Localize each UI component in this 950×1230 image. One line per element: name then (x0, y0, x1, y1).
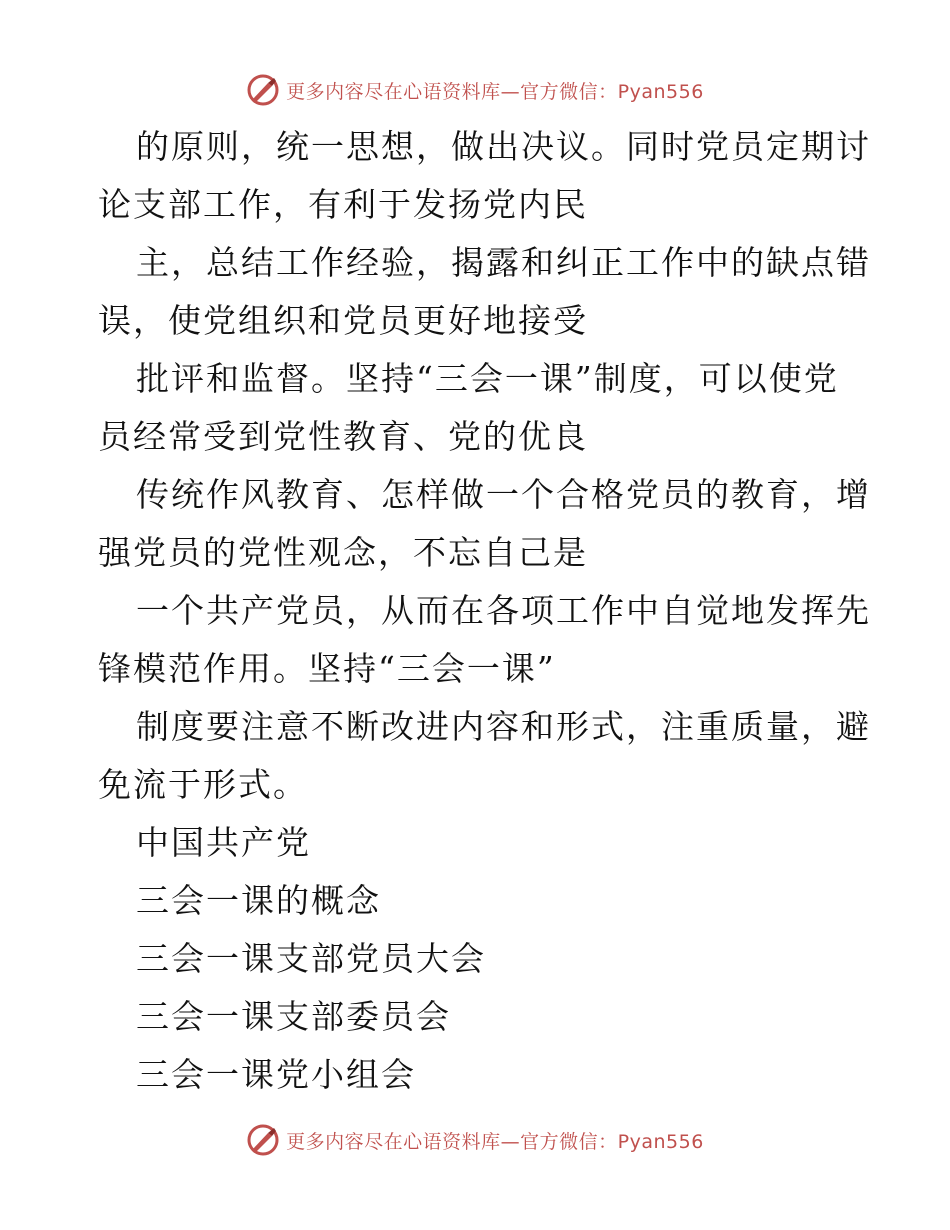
list-item-committee: 三会一课支部委员会 (136, 997, 451, 1036)
quill-seal-icon (246, 73, 280, 107)
body-line: 免流于形式。 (98, 765, 308, 804)
header-banner (0, 70, 950, 110)
footer-banner (0, 1120, 950, 1160)
body-line: 传统作风教育、怎样做一个合格党员的教育，增 (136, 475, 871, 514)
quill-seal-icon (246, 1123, 280, 1157)
list-item-party: 中国共产党 (136, 823, 311, 862)
body-line: 论支部工作，有利于发扬党内民 (98, 185, 588, 224)
footer-banner-text: 更多内容尽在心语资料库—官方微信：Pyan556 (286, 1130, 704, 1153)
body-line: 一个共产党员，从而在各项工作中自觉地发挥先 (136, 591, 871, 630)
header-banner-text: 更多内容尽在心语资料库—官方微信：Pyan556 (286, 80, 704, 103)
body-line: 误，使党组织和党员更好地接受 (98, 301, 588, 340)
list-item-general-meeting: 三会一课支部党员大会 (136, 939, 486, 978)
document-body (98, 118, 871, 1104)
body-line: 强党员的党性观念，不忘自己是 (98, 533, 588, 572)
body-line: 制度要注意不断改进内容和形式，注重质量，避 (136, 707, 871, 746)
body-line: 主，总结工作经验，揭露和纠正工作中的缺点错 (136, 243, 871, 282)
body-line: 锋模范作用。坚持“三会一课” (98, 649, 556, 688)
list-item-concept: 三会一课的概念 (136, 881, 381, 920)
body-line: 的原则，统一思想，做出决议。同时党员定期讨 (136, 127, 871, 166)
body-line: 批评和监督。坚持“三会一课”制度，可以使党 (136, 359, 839, 398)
body-line: 员经常受到党性教育、党的优良 (98, 417, 588, 456)
list-item-group-meeting: 三会一课党小组会 (136, 1055, 416, 1094)
